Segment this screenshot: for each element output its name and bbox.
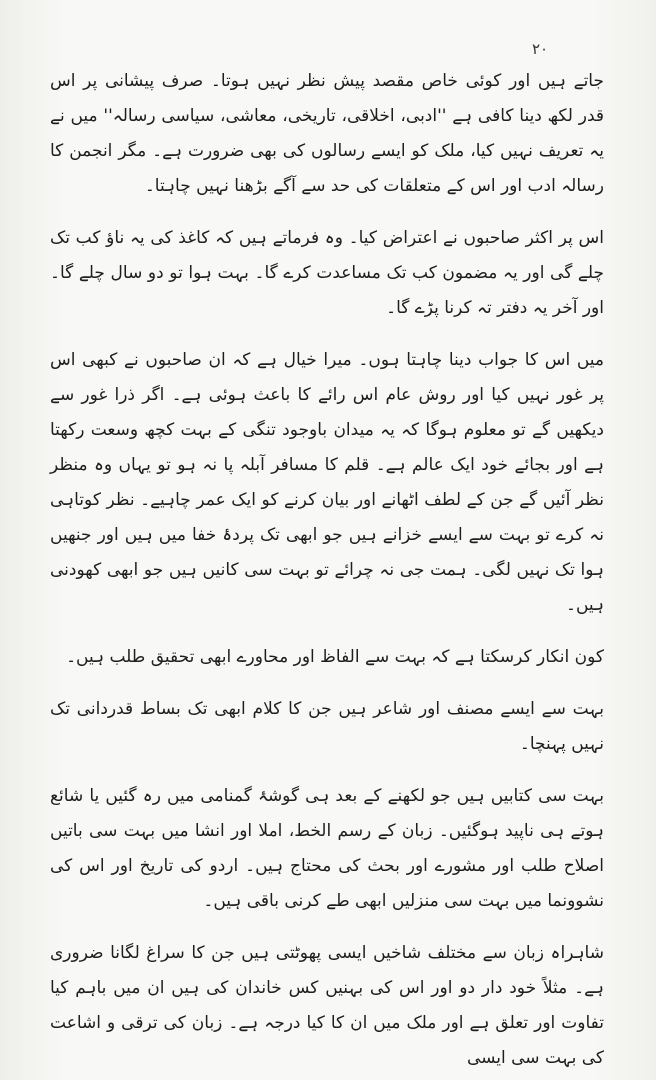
paragraph: شاہراہ زبان سے مختلف شاخیں ایسی پھوٹتی ہیں جن کا سراغ لگانا ضروری ہے۔ مثلاً خود دار دو اور اس کی بہنیں کس خاندان کی ہیں ان میں باہم کیا تفاوت اور تعلق ہے اور ملک میں ان کا کیا درجہ ہے۔ زبان کی ترقی و اشاعت کی بہت سی ایسی (50, 943, 604, 1068)
paragraph: بہت سی کتابیں ہیں جو لکھنے کے بعد ہی گوشۂ گمنامی میں رہ گئیں یا شائع ہوتے ہی ناپید ہوگئیں۔ زبان کے رسم الخط، املا اور انشا میں بہت سی باتیں اصلاح طلب اور مشورے اور بحث کی محتاج ہیں۔ اردو کی تاریخ اور اس کی نشوونما میں بہت سی منزلیں ابھی طے کرنی باقی ہیں۔ (50, 786, 604, 911)
paragraph: کون انکار کرسکتا ہے کہ بہت سے الفاظ اور محاورے ابھی تحقیق طلب ہیں۔ (66, 647, 604, 667)
page-number: ۲۰ (532, 40, 549, 58)
paragraph: اس پر اکثر صاحبوں نے اعتراض کیا۔ وہ فرماتے ہیں کہ کاغذ کی یہ ناؤ کب تک چلے گی اور یہ مضمون کب تک مساعدت کرے گا۔ بہت ہوا تو دو سال چلے گا۔ اور آخر یہ دفتر تہ کرنا پڑے گا۔ (50, 228, 604, 318)
paragraph: جاتے ہیں اور کوئی خاص مقصد پیش نظر نہیں ہوتا۔ صرف پیشانی پر اس قدر لکھ دینا کافی ہے ''ادبی، اخلاقی، تاریخی، معاشی، سیاسی رسالہ'' میں نے یہ تعریف نہیں کیا، ملک کو ایسے رسالوں کی بھی ضرورت ہے۔ مگر انجمن کا رسالہ ادب اور اس کے متعلقات کی حد سے آگے بڑھنا نہیں چاہتا۔ (50, 71, 604, 196)
page-body (50, 64, 604, 1076)
paragraph: بہت سے ایسے مصنف اور شاعر ہیں جن کا کلام ابھی تک بساط قدردانی تک نہیں پہنچا۔ (50, 699, 604, 754)
paragraph: میں اس کا جواب دینا چاہتا ہوں۔ میرا خیال ہے کہ ان صاحبوں نے کبھی اس پر غور نہیں کیا اور روش عام اس رائے کا باعث ہوئی ہے۔ اگر ذرا غور سے دیکھیں گے تو معلوم ہوگا کہ یہ میدان باوجود تنگی کے بہت کچھ وسعت رکھتا ہے اور بجائے خود ایک عالم ہے۔ قلم کا مسافر آبلہ پا نہ ہو تو یہاں وہ منظر نظر آئیں گے جن کے لطف اٹھانے اور بیان کرنے کو ایک عمر چاہیے۔ نظر کوتاہی نہ کرے تو بہت سے ایسے خزانے ہیں جو ابھی تک پردۂ خفا میں ہیں اور جنھیں ہوا تک نہیں لگی۔ ہمت جی نہ چرائے تو بہت سی کانیں ہیں جو ابھی کھودنی ہیں۔ (50, 350, 604, 615)
